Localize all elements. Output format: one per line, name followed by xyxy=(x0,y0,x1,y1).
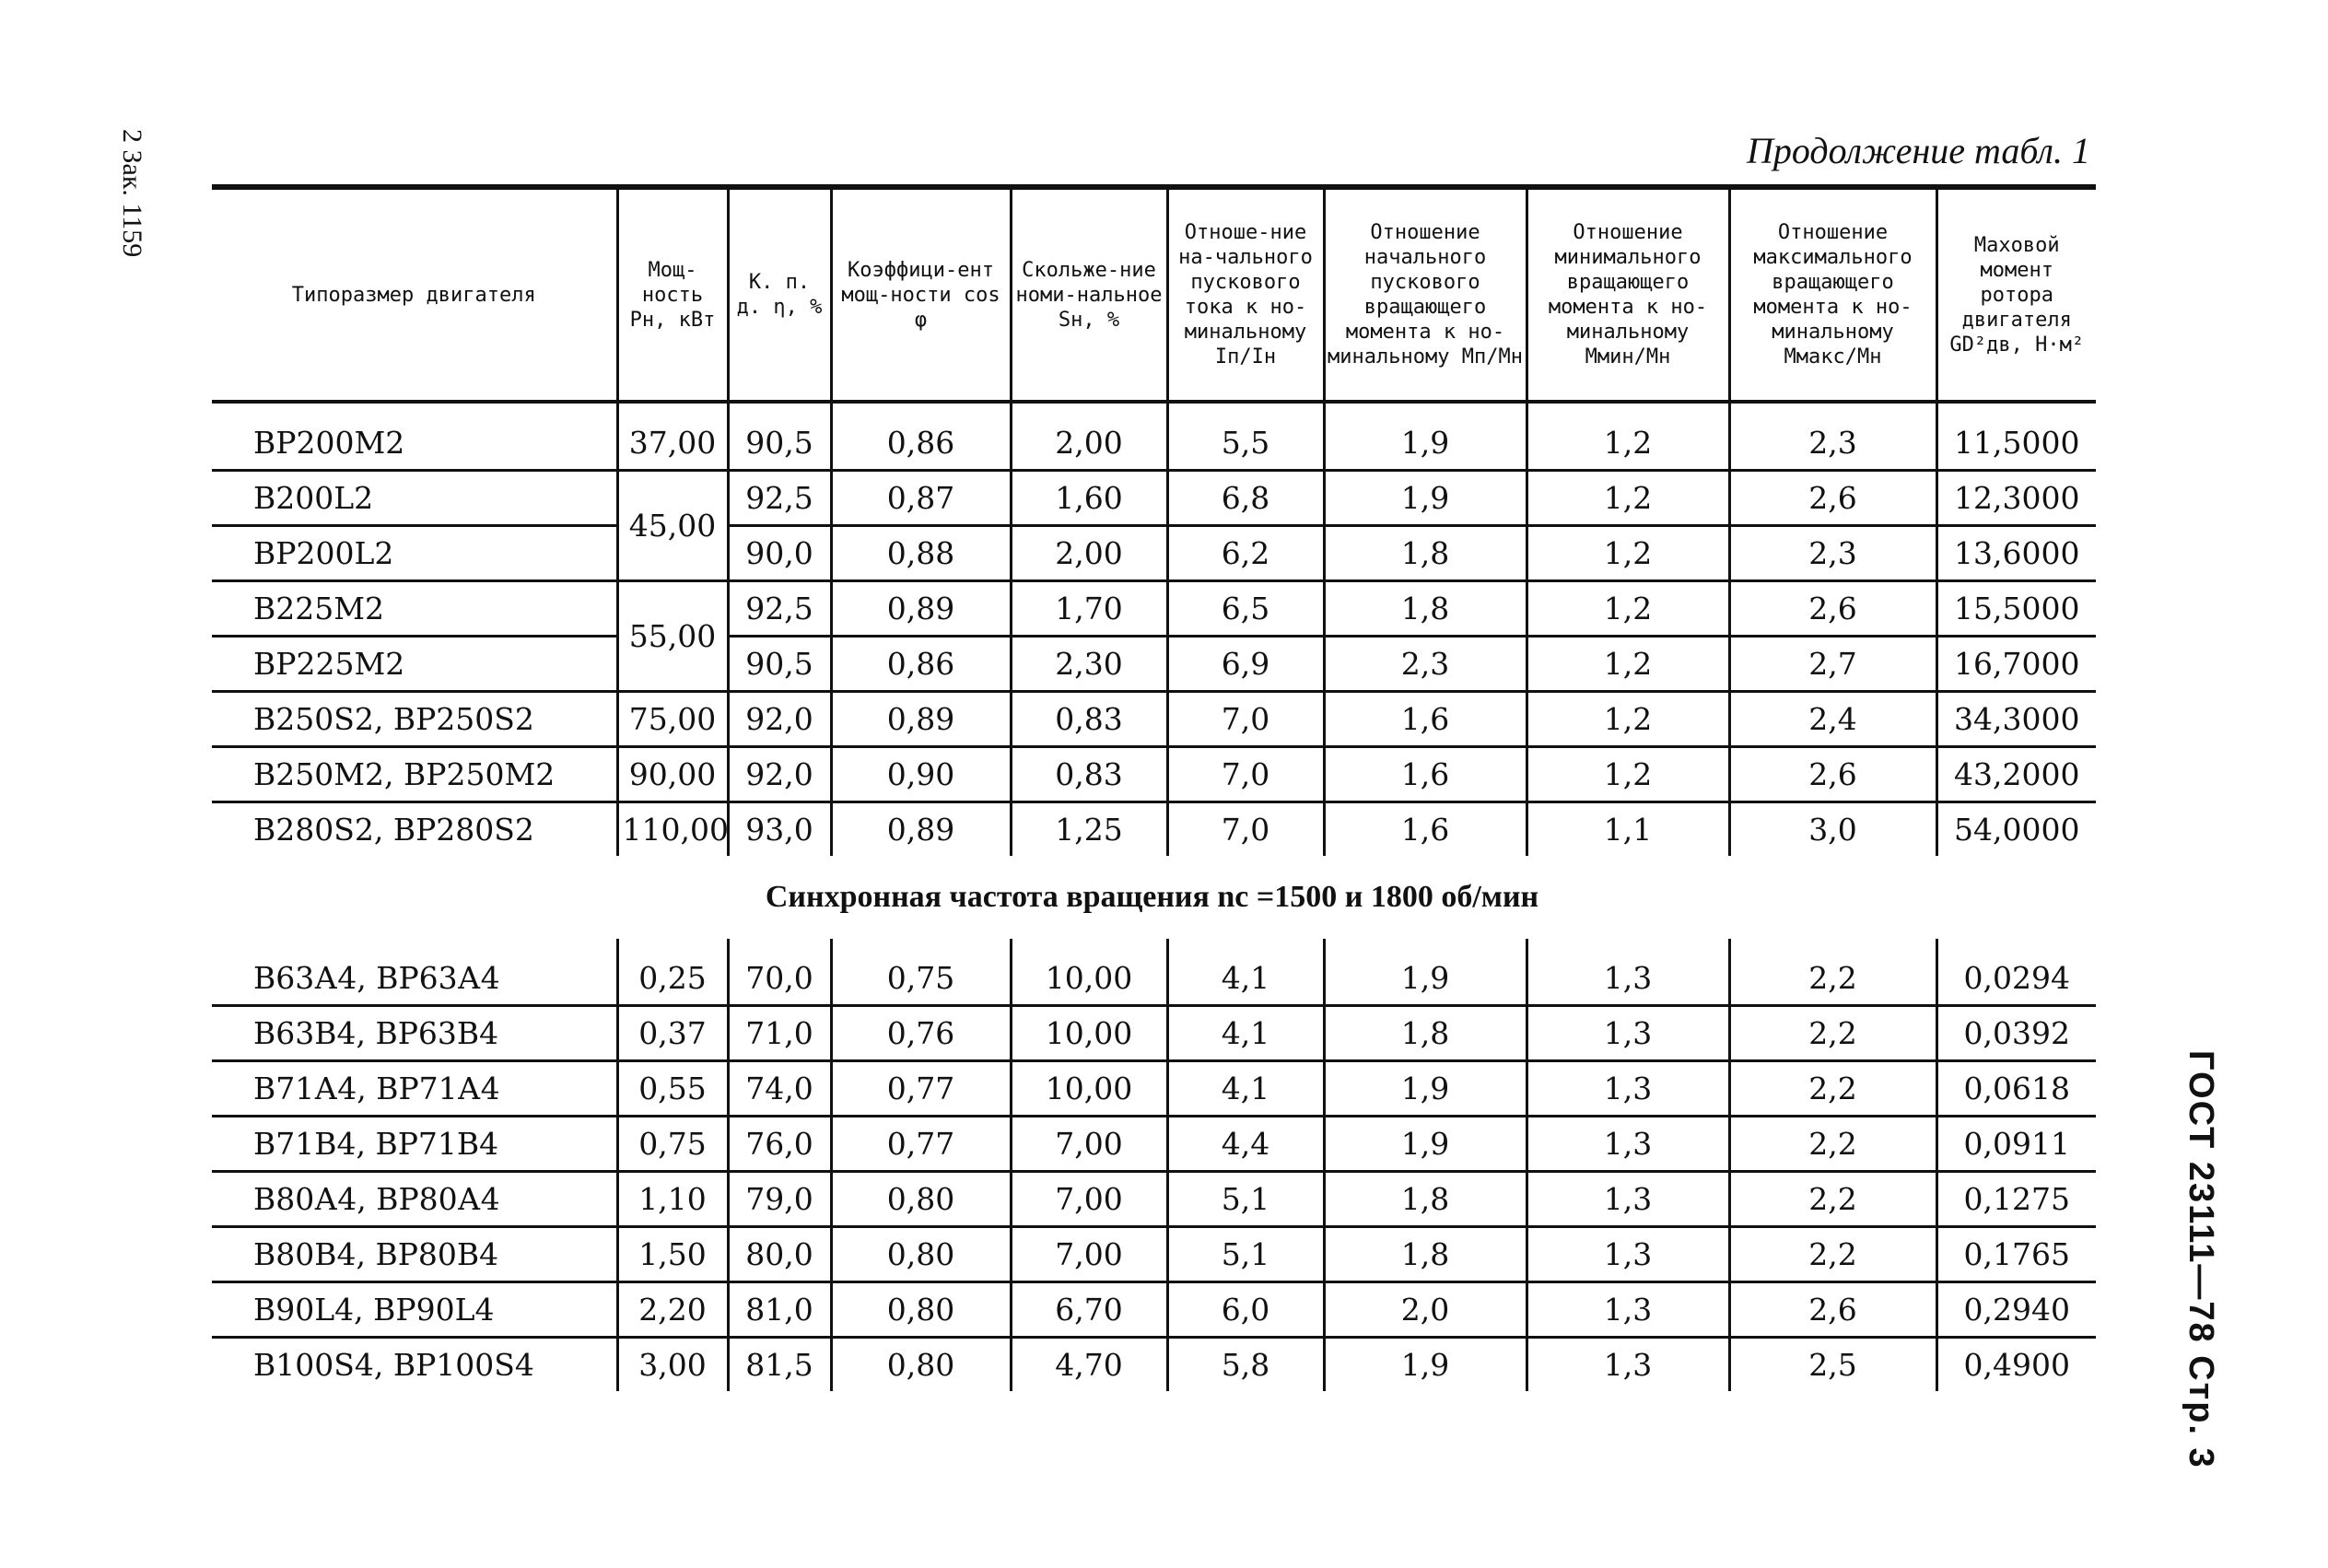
value-cell: 1,10 xyxy=(617,1172,728,1227)
value-cell: 0,0618 xyxy=(1936,1061,2096,1117)
value-cell: 79,0 xyxy=(728,1172,831,1227)
header-cell: Маховой момент ротора двигателя GD²дв, Н·м² xyxy=(1936,187,2096,402)
header-cell: Отношение минимального вращающего момента к но-минальному Mмин/Mн xyxy=(1527,187,1729,402)
value-cell: 1,9 xyxy=(1324,939,1527,1006)
value-cell: 1,6 xyxy=(1324,802,1527,857)
value-cell: 0,55 xyxy=(617,1061,728,1117)
section-2-body xyxy=(212,939,2096,1391)
value-cell: 7,00 xyxy=(1011,1172,1167,1227)
value-cell: 0,76 xyxy=(831,1006,1011,1061)
value-cell: 0,87 xyxy=(831,471,1011,526)
header-cell: К. п. д. η, % xyxy=(728,187,831,402)
value-cell: 2,6 xyxy=(1729,581,1936,637)
value-cell: 71,0 xyxy=(728,1006,831,1061)
value-cell: 1,2 xyxy=(1527,637,1729,692)
value-cell: 10,00 xyxy=(1011,1061,1167,1117)
continued-label: Продолжение табл. 1 xyxy=(1746,130,2090,171)
table-row xyxy=(212,1006,2096,1061)
right-margin-text: ГОСТ 23111—78 Стр. 3 xyxy=(2182,1050,2220,1469)
value-cell: 2,6 xyxy=(1729,1282,1936,1338)
value-cell: 7,0 xyxy=(1167,747,1324,802)
value-cell: 0,88 xyxy=(831,526,1011,581)
value-cell: 1,50 xyxy=(617,1227,728,1282)
value-cell: 1,25 xyxy=(1011,802,1167,857)
value-cell: 15,5000 xyxy=(1936,581,2096,637)
table-row xyxy=(212,1061,2096,1117)
value-cell: 1,3 xyxy=(1527,1338,1729,1392)
value-cell: 0,89 xyxy=(831,692,1011,747)
section-title-row xyxy=(212,856,2096,939)
motor-type-cell: В200L2 xyxy=(212,471,617,526)
motor-type-cell: В90L4, ВР90L4 xyxy=(212,1282,617,1338)
motor-type-cell: В80А4, ВР80А4 xyxy=(212,1172,617,1227)
value-cell: 7,00 xyxy=(1011,1117,1167,1172)
value-cell: 2,7 xyxy=(1729,637,1936,692)
value-cell: 0,75 xyxy=(831,939,1011,1006)
motor-type-cell: В71А4, ВР71А4 xyxy=(212,1061,617,1117)
value-cell: 2,00 xyxy=(1011,402,1167,471)
value-cell: 0,75 xyxy=(617,1117,728,1172)
table-row xyxy=(212,747,2096,802)
value-cell: 1,2 xyxy=(1527,692,1729,747)
value-cell: 0,1275 xyxy=(1936,1172,2096,1227)
value-cell: 1,6 xyxy=(1324,692,1527,747)
value-cell: 54,0000 xyxy=(1936,802,2096,857)
motor-type-cell: В63В4, ВР63В4 xyxy=(212,1006,617,1061)
value-cell: 0,80 xyxy=(831,1227,1011,1282)
value-cell: 1,8 xyxy=(1324,1227,1527,1282)
section-title: Синхронная частота вращения nс =1500 и 1800 об/мин xyxy=(765,880,1539,914)
value-cell: 1,60 xyxy=(1011,471,1167,526)
value-cell: 1,2 xyxy=(1527,581,1729,637)
value-cell: 0,86 xyxy=(831,637,1011,692)
value-cell: 6,8 xyxy=(1167,471,1324,526)
value-cell: 5,8 xyxy=(1167,1338,1324,1392)
value-cell: 90,00 xyxy=(617,747,728,802)
value-cell: 1,2 xyxy=(1527,747,1729,802)
motor-type-cell: В71В4, ВР71В4 xyxy=(212,1117,617,1172)
value-cell: 92,5 xyxy=(728,581,831,637)
value-cell: 4,70 xyxy=(1011,1338,1167,1392)
motor-type-cell: В63А4, ВР63А4 xyxy=(212,939,617,1006)
table-row xyxy=(212,402,2096,471)
value-cell: 0,90 xyxy=(831,747,1011,802)
value-cell: 37,00 xyxy=(617,402,728,471)
value-cell: 2,4 xyxy=(1729,692,1936,747)
value-cell: 1,9 xyxy=(1324,1061,1527,1117)
value-cell: 2,2 xyxy=(1729,1006,1936,1061)
value-cell: 5,5 xyxy=(1167,402,1324,471)
value-cell: 1,8 xyxy=(1324,581,1527,637)
value-cell: 4,1 xyxy=(1167,1006,1324,1061)
value-cell: 13,6000 xyxy=(1936,526,2096,581)
section-1-body xyxy=(212,402,2096,856)
header-cell: Типоразмер двигателя xyxy=(212,187,617,402)
table-row xyxy=(212,1227,2096,1282)
header-cell: Отноше-ние на-чального пускового тока к но-минальному Iп/Iн xyxy=(1167,187,1324,402)
motor-specs-table xyxy=(212,184,2096,1391)
value-cell: 81,5 xyxy=(728,1338,831,1392)
value-cell: 0,0392 xyxy=(1936,1006,2096,1061)
value-cell: 5,1 xyxy=(1167,1172,1324,1227)
table-row xyxy=(212,637,2096,692)
value-cell: 45,00 xyxy=(617,471,728,581)
value-cell: 3,0 xyxy=(1729,802,1936,857)
value-cell: 11,5000 xyxy=(1936,402,2096,471)
value-cell: 12,3000 xyxy=(1936,471,2096,526)
table-row xyxy=(212,1338,2096,1392)
value-cell: 93,0 xyxy=(728,802,831,857)
value-cell: 0,89 xyxy=(831,581,1011,637)
value-cell: 2,20 xyxy=(617,1282,728,1338)
motor-type-cell: ВР200L2 xyxy=(212,526,617,581)
motor-type-cell: В100S4, ВР100S4 xyxy=(253,1347,534,1383)
value-cell: 92,0 xyxy=(728,747,831,802)
value-cell: 92,5 xyxy=(728,471,831,526)
value-cell: 1,3 xyxy=(1527,1117,1729,1172)
value-cell: 0,80 xyxy=(831,1282,1011,1338)
value-cell: 2,3 xyxy=(1729,402,1936,471)
motor-type-cell: ВР225М2 xyxy=(212,637,617,692)
value-cell: 6,0 xyxy=(1167,1282,1324,1338)
motor-type-cell: В280S2, ВР280S2 xyxy=(253,812,534,848)
table-row xyxy=(212,1172,2096,1227)
value-cell: 1,3 xyxy=(1527,1172,1729,1227)
motor-type-cell: В80В4, ВР80В4 xyxy=(212,1227,617,1282)
value-cell: 0,25 xyxy=(617,939,728,1006)
value-cell: 92,0 xyxy=(728,692,831,747)
value-cell: 1,9 xyxy=(1324,1117,1527,1172)
value-cell: 0,1765 xyxy=(1936,1227,2096,1282)
value-cell: 1,9 xyxy=(1324,402,1527,471)
value-cell: 1,6 xyxy=(1324,747,1527,802)
header-cell: Скольже-ние номи-нальное Sн, % xyxy=(1011,187,1167,402)
value-cell: 0,80 xyxy=(831,1338,1011,1392)
value-cell: 2,3 xyxy=(1729,526,1936,581)
value-cell: 2,5 xyxy=(1729,1338,1936,1392)
value-cell: 34,3000 xyxy=(1936,692,2096,747)
motor-type-cell: В250S2, ВР250S2 xyxy=(212,692,617,747)
value-cell: 0,2940 xyxy=(1936,1282,2096,1338)
motor-type-cell: ВР200М2 xyxy=(212,402,617,471)
value-cell: 4,1 xyxy=(1167,1061,1324,1117)
value-cell: 0,83 xyxy=(1011,747,1167,802)
value-cell: 1,8 xyxy=(1324,1006,1527,1061)
value-cell: 6,5 xyxy=(1167,581,1324,637)
table-row xyxy=(212,939,2096,1006)
value-cell: 0,0911 xyxy=(1936,1117,2096,1172)
value-cell: 4,4 xyxy=(1167,1117,1324,1172)
value-cell: 110,00 xyxy=(617,802,728,857)
value-cell: 0,77 xyxy=(831,1117,1011,1172)
value-cell: 90,5 xyxy=(728,402,831,471)
value-cell: 7,0 xyxy=(1167,802,1324,857)
value-cell: 2,6 xyxy=(1729,747,1936,802)
value-cell: 2,00 xyxy=(1011,526,1167,581)
value-cell: 16,7000 xyxy=(1936,637,2096,692)
value-cell: 1,1 xyxy=(1527,802,1729,857)
value-cell: 1,70 xyxy=(1011,581,1167,637)
value-cell: 2,6 xyxy=(1729,471,1936,526)
value-cell: 3,00 xyxy=(617,1338,728,1392)
value-cell: 0,37 xyxy=(617,1006,728,1061)
value-cell: 43,2000 xyxy=(1936,747,2096,802)
value-cell: 2,30 xyxy=(1011,637,1167,692)
value-cell: 2,2 xyxy=(1729,1172,1936,1227)
value-cell: 2,3 xyxy=(1324,637,1527,692)
value-cell: 55,00 xyxy=(617,581,728,692)
value-cell: 0,77 xyxy=(831,1061,1011,1117)
value-cell: 81,0 xyxy=(728,1282,831,1338)
value-cell: 0,89 xyxy=(831,802,1011,857)
value-cell: 1,3 xyxy=(1527,1227,1729,1282)
left-margin-text: 2 Зак. 1159 xyxy=(117,129,147,258)
header-cell: Коэффици-ент мощ-ности cos φ xyxy=(831,187,1011,402)
value-cell: 7,00 xyxy=(1011,1227,1167,1282)
value-cell: 5,1 xyxy=(1167,1227,1324,1282)
value-cell: 0,86 xyxy=(831,402,1011,471)
value-cell: 0,83 xyxy=(1011,692,1167,747)
table-row xyxy=(212,471,2096,526)
value-cell: 2,2 xyxy=(1729,1061,1936,1117)
motor-type-cell: В250М2, ВР250М2 xyxy=(212,747,617,802)
value-cell: 2,0 xyxy=(1324,1282,1527,1338)
value-cell: 1,3 xyxy=(1527,939,1729,1006)
value-cell: 76,0 xyxy=(728,1117,831,1172)
value-cell: 0,0294 xyxy=(1936,939,2096,1006)
motor-type-cell: В225М2 xyxy=(212,581,617,637)
value-cell: 70,0 xyxy=(728,939,831,1006)
value-cell: 1,9 xyxy=(1324,471,1527,526)
value-cell: 6,70 xyxy=(1011,1282,1167,1338)
value-cell: 2,2 xyxy=(1729,939,1936,1006)
value-cell: 1,2 xyxy=(1527,471,1729,526)
value-cell: 90,0 xyxy=(728,526,831,581)
header-cell: Мощ-ность Pн, кВт xyxy=(617,187,728,402)
header-cell: Отношение максимального вращающего момента к но-минальному Mмакс/Mн xyxy=(1729,187,1936,402)
header-row xyxy=(212,187,2096,402)
value-cell: 2,2 xyxy=(1729,1227,1936,1282)
value-cell: 10,00 xyxy=(1011,939,1167,1006)
table-row xyxy=(212,526,2096,581)
value-cell: 90,5 xyxy=(728,637,831,692)
value-cell: 1,3 xyxy=(1527,1061,1729,1117)
value-cell: 1,2 xyxy=(1527,526,1729,581)
value-cell: 75,00 xyxy=(617,692,728,747)
table-row xyxy=(212,1282,2096,1338)
table-row xyxy=(212,802,2096,857)
value-cell: 80,0 xyxy=(728,1227,831,1282)
value-cell: 1,3 xyxy=(1527,1006,1729,1061)
value-cell: 6,2 xyxy=(1167,526,1324,581)
value-cell: 0,80 xyxy=(831,1172,1011,1227)
value-cell: 0,4900 xyxy=(1936,1338,2096,1392)
value-cell: 10,00 xyxy=(1011,1006,1167,1061)
table-row xyxy=(212,581,2096,637)
value-cell: 74,0 xyxy=(728,1061,831,1117)
value-cell: 2,2 xyxy=(1729,1117,1936,1172)
table-row xyxy=(212,1117,2096,1172)
value-cell: 1,8 xyxy=(1324,526,1527,581)
value-cell: 1,8 xyxy=(1324,1172,1527,1227)
value-cell: 7,0 xyxy=(1167,692,1324,747)
left-margin-note xyxy=(117,129,203,332)
value-cell: 1,9 xyxy=(1324,1338,1527,1392)
header-cell: Отношение начального пускового вращающего момента к но-минальному Mп/Mн xyxy=(1324,187,1527,402)
section-2-heading-body xyxy=(212,856,2096,939)
table-row xyxy=(212,692,2096,747)
value-cell: 1,3 xyxy=(1527,1282,1729,1338)
right-margin-note xyxy=(2174,1050,2239,1469)
value-cell: 6,9 xyxy=(1167,637,1324,692)
value-cell: 4,1 xyxy=(1167,939,1324,1006)
value-cell: 1,2 xyxy=(1527,402,1729,471)
